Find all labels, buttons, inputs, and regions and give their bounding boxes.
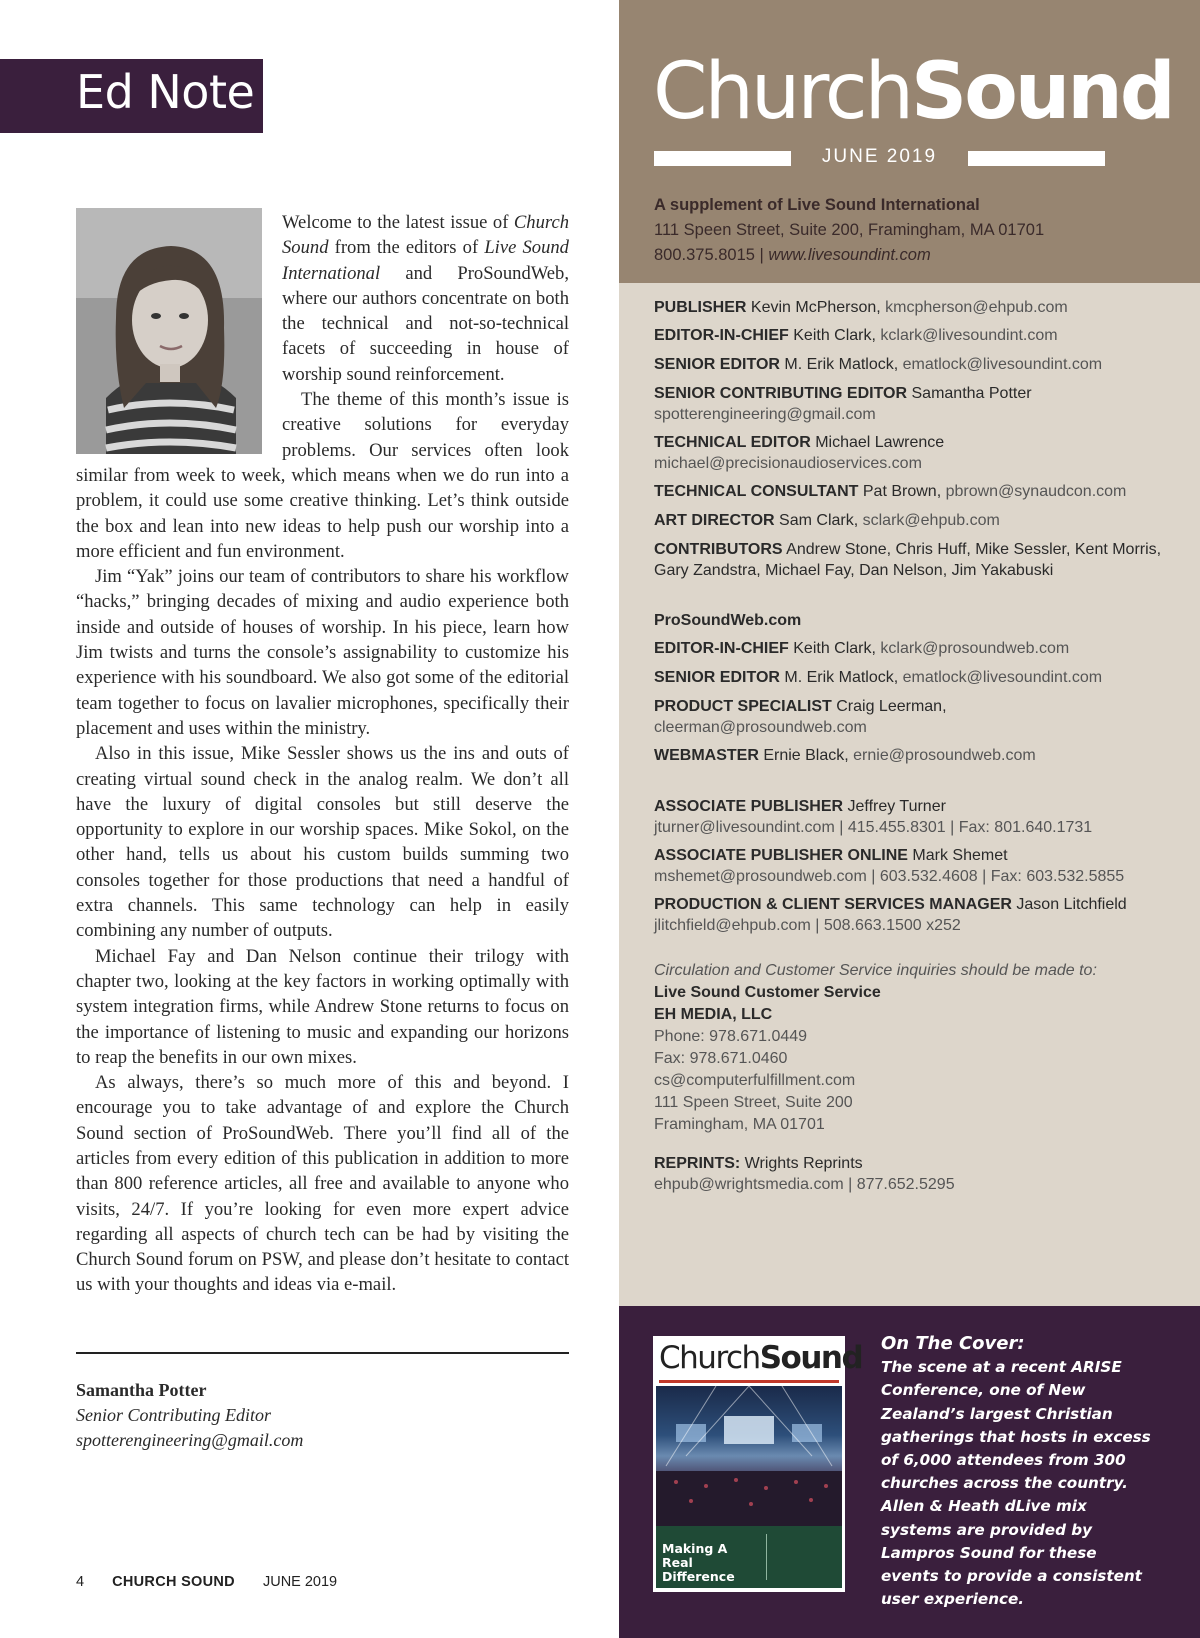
circulation-address-1: 111 Speen Street, Suite 200 <box>654 1094 853 1111</box>
issue-date: JUNE 2019 <box>821 146 938 167</box>
supplement-line: A supplement of Live Sound International <box>654 196 980 214</box>
cover-thumbnail <box>653 1336 863 1592</box>
circulation-fax: Fax: 978.671.0460 <box>654 1050 788 1067</box>
circulation-block <box>654 960 1174 1136</box>
photo-wrap-spacer <box>76 210 282 456</box>
signature-name: Samantha Potter <box>76 1380 207 1400</box>
cover-caption <box>881 1332 1156 1611</box>
cover-caption-heading: On The Cover: <box>881 1333 1025 1354</box>
paragraph-1: Welcome to the latest issue of Church Sound from the editors of Live Sound International and ProSoundWeb, where our authors concentrate on both the technical and not-so-technical facets of succeeding in house of worship sound reinforcement. <box>282 212 569 385</box>
page-footer <box>76 1574 337 1590</box>
paragraph-6: As always, there’s so much more of this and beyond. I encourage you to take advantage of and explore the Church Sound section of ProSoundWeb. There you’ll find all of the articles from every edition of this publication in addition to more than 800 reference articles, all free and available to anyone who visits, 24/7. If you’re looking for even more expert advice regarding all aspects of church tech can be had by visiting the Church Sound forum on PSW, and please don’t hesitate to contact us with your thoughts and ideas via e-mail. <box>76 1072 569 1296</box>
cover-logo: ChurchSound <box>659 1340 863 1376</box>
psw-staff-entry: EDITOR-IN-CHIEF Keith Clark, kclark@prosoundweb.com <box>654 640 1070 657</box>
staff-entry: TECHNICAL EDITOR Michael Lawrence michael@precisionaudioservices.com <box>654 434 945 472</box>
concert-scene-image <box>656 1386 842 1526</box>
sales-entry: ASSOCIATE PUBLISHER Jeffrey Turner jturner@livesoundint.com | 415.455.8301 | Fax: 801.640.1731 <box>654 798 1093 836</box>
circulation-address-2: Framingham, MA 01701 <box>654 1116 825 1133</box>
ed-note-title: Ed Note <box>76 65 255 119</box>
date-rule-right <box>968 151 1105 166</box>
circulation-email: cs@computerfulfillment.com <box>654 1072 856 1089</box>
psw-staff-entry: SENIOR EDITOR M. Erik Matlock, ematlock@livesoundint.com <box>654 669 1103 686</box>
church-sound-logo: ChurchSound <box>653 47 1173 137</box>
cover-concert-image <box>656 1386 842 1526</box>
date-rule-left <box>654 151 791 166</box>
cover-caption-text: The scene at a recent ARISE Conference, one of New Zealand’s largest Christian gatherings that hosts in excess of 6,000 attendees from 300 churches across the country. Allen & Heath dLive mix systems are provided by Lampros Sound for these events to provide a consistent user experience. <box>881 1358 1151 1609</box>
paragraph-3: Jim “Yak” joins our team of contributors to share his workflow “hacks,” bringing decades of mixing and audio experience both inside and outside of houses of worship. In his piece, learn how Jim twists and turns the console’s assignability to customize his experience with his soundboard. We also got some of the editorial team together to focus on lavalier microphones, specifically their placement and uses within the ministry. <box>76 566 569 739</box>
staff-entry: CONTRIBUTORS Andrew Stone, Chris Huff, Mike Sessler, Kent Morris, Gary Zandstra, Michael Fay, Dan Nelson, Jim Yakabuski <box>654 541 1162 579</box>
staff-entry: EDITOR-IN-CHIEF Keith Clark, kclark@livesoundint.com <box>654 327 1058 344</box>
on-the-cover-panel <box>619 1306 1200 1638</box>
website-link[interactable]: www.livesoundint.com <box>768 246 931 264</box>
circulation-phone: Phone: 978.671.0449 <box>654 1028 808 1045</box>
footer-publication: CHURCH SOUND <box>112 1574 235 1590</box>
circulation-company: EH MEDIA, LLC <box>654 1006 773 1023</box>
psw-staff-entry: WEBMASTER Ernie Black, ernie@prosoundweb.com <box>654 747 1036 764</box>
staff-entry: TECHNICAL CONSULTANT Pat Brown, pbrown@synaudcon.com <box>654 483 1127 500</box>
staff-entry: ART DIRECTOR Sam Clark, sclark@ehpub.com <box>654 512 1000 529</box>
reprints-entry: REPRINTS: Wrights Reprints ehpub@wrightsmedia.com | 877.652.5295 <box>654 1155 955 1193</box>
sales-entry: ASSOCIATE PUBLISHER ONLINE Mark Shemet mshemet@prosoundweb.com | 603.532.4608 | Fax: 603.532.5855 <box>654 847 1125 885</box>
cover-headline: Making A Real Difference <box>662 1541 735 1584</box>
footer-date: JUNE 2019 <box>262 1574 338 1590</box>
ed-note-label <box>0 59 263 133</box>
paragraph-4: Also in this issue, Mike Sessler shows us the ins and outs of creating virtual sound check in the analog realm. We don’t all have the luxury of digital consoles but still deserve the opportunity to explore in our worship spaces. Mike Sokol, on the other hand, tells us about his custom builds summing two consoles together for those productions that need a handful of extra channels. This same technology can help in easily combining any number of outputs. <box>76 743 569 942</box>
cover-sidebar-teasers <box>766 1534 837 1580</box>
psw-heading: ProSoundWeb.com <box>654 612 802 629</box>
masthead-header <box>619 0 1200 283</box>
signature-divider <box>76 1352 569 1354</box>
signature-block <box>76 1378 303 1453</box>
publisher-address: 111 Speen Street, Suite 200, Framingham, MA 01701 <box>654 221 1045 239</box>
cover-subtitle-bar <box>659 1380 839 1383</box>
publisher-contact: 800.375.8015 | www.livesoundint.com <box>654 246 931 264</box>
supplement-info <box>654 193 1044 268</box>
paragraph-2: The theme of this month’s issue is creative solutions for everyday problems. Our services often look similar from week to week, which means when we do run into a problem, it could use some creative thinking. Let’s think outside the box and lean into new ideas to help push our worship into a more efficient and fun environment. <box>76 389 569 562</box>
staff-entry: SENIOR CONTRIBUTING EDITOR Samantha Potter spotterengineering@gmail.com <box>654 385 1032 423</box>
paragraph-5: Michael Fay and Dan Nelson continue their trilogy with chapter two, looking at the key factors in working optimally with system integration firms, while Andrew Stone returns to focus on the importance of listening to music and expanding our horizons to reap the benefits in our own mixes. <box>76 945 569 1068</box>
staff-entry: SENIOR EDITOR M. Erik Matlock, ematlock@livesoundint.com <box>654 356 1103 373</box>
page-number: 4 <box>76 1574 85 1590</box>
staff-entry: PUBLISHER Kevin McPherson, kmcpherson@ehpub.com <box>654 299 1068 316</box>
masthead-staff-panel <box>619 283 1200 1306</box>
signature-email: spotterengineering@gmail.com <box>76 1430 304 1450</box>
circulation-note: Circulation and Customer Service inquiries should be made to: <box>654 962 1097 979</box>
cover-headline-strip <box>656 1526 842 1588</box>
signature-role: Senior Contributing Editor <box>76 1405 272 1425</box>
psw-staff-entry: PRODUCT SPECIALIST Craig Leerman, cleerman@prosoundweb.com <box>654 698 947 736</box>
sales-entry: PRODUCTION & CLIENT SERVICES MANAGER Jason Litchfield jlitchfield@ehpub.com | 508.663.1500 x252 <box>654 896 1127 934</box>
circulation-org: Live Sound Customer Service <box>654 984 881 1001</box>
ed-note-body <box>76 210 569 1298</box>
